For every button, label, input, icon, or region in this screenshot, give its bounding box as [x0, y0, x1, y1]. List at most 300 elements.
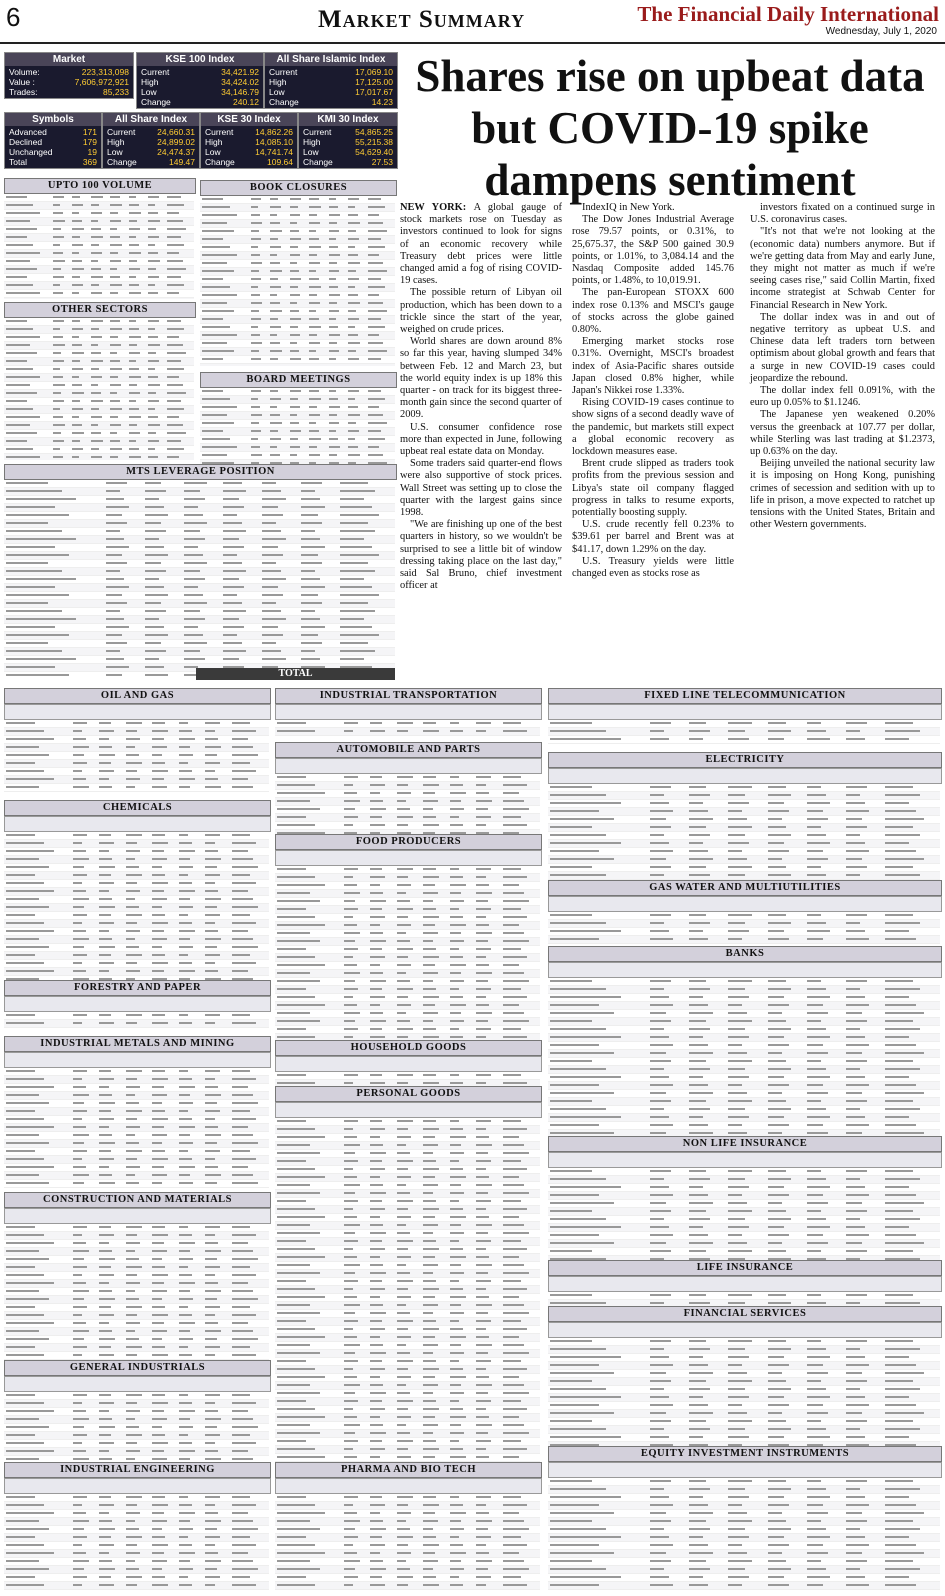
- table-row: [275, 1134, 540, 1142]
- table-row: [4, 1320, 269, 1328]
- other-sectors-title: OTHER SECTORS: [4, 302, 196, 318]
- table-row: [548, 864, 940, 872]
- table-row: [548, 1558, 940, 1566]
- table-row: [275, 790, 540, 798]
- table-row: [548, 1574, 940, 1582]
- table-row: [4, 912, 269, 920]
- table-row: [4, 1224, 269, 1232]
- table-row: [275, 1566, 540, 1574]
- table-row: [275, 1142, 540, 1150]
- table-row: [4, 960, 269, 968]
- article-paragraph: "It's not that we're not looking at the (economic data) numbers anymore. But if we're getting data from May and early June, they might not matter as much if we're seeing cases rise," said Collin Martin, fixed income strategist at Schwab Center for Financial Research in New York.: [750, 226, 935, 311]
- table-row: [4, 210, 194, 218]
- table-row: [275, 1190, 540, 1198]
- sector-title: INDUSTRIAL TRANSPORTATION: [275, 688, 542, 704]
- table-row: [275, 874, 540, 882]
- article-paragraph: The possible return of Libyan oil production, which has been down to a trickle since the start of the year, weighed on crude prices.: [400, 287, 562, 336]
- table-row: [548, 1168, 940, 1176]
- table-row: [4, 446, 194, 454]
- table-row: [4, 488, 395, 496]
- sector-column-header: [4, 816, 271, 832]
- index-row: Low 17,017.67: [269, 87, 393, 97]
- sector-column-header: [548, 768, 942, 784]
- table-row: [4, 398, 194, 406]
- table-row: [4, 350, 194, 358]
- table-row: [4, 1558, 269, 1566]
- table-row: [548, 1122, 940, 1130]
- index-row: Change 240.12: [141, 97, 259, 107]
- table-row: [4, 744, 269, 752]
- book-closures-title: BOOK CLOSURES: [200, 180, 397, 196]
- upto-100-volume-title: UPTO 100 VOLUME: [4, 178, 196, 194]
- table-row: [4, 904, 269, 912]
- book-closures-table: [200, 196, 395, 366]
- index-row: Change 27.53: [303, 157, 393, 167]
- table-row: [548, 840, 940, 848]
- sector-column-header: [4, 1376, 271, 1392]
- index-box: [136, 52, 264, 109]
- table-row: [548, 978, 940, 986]
- table-row: [4, 536, 395, 544]
- table-row: [275, 1214, 540, 1222]
- index-box: [102, 112, 200, 169]
- table-row: [548, 1114, 940, 1122]
- table-row: [4, 592, 395, 600]
- table-row: [275, 782, 540, 790]
- dateline: NEW YORK:: [400, 202, 474, 213]
- article-col-2: [572, 202, 734, 580]
- index-row: Current 17,069.10: [269, 67, 393, 77]
- table-row: [548, 1248, 940, 1256]
- table-row: [275, 1582, 540, 1590]
- table-row: [4, 1574, 269, 1582]
- table-row: [548, 1106, 940, 1114]
- table-row: [548, 816, 940, 824]
- table-row: [275, 1414, 540, 1422]
- table-row: [548, 848, 940, 856]
- article-paragraph: investors fixated on a continued surge in U.S. coronavirus cases.: [750, 202, 935, 226]
- table-row: [275, 1406, 540, 1414]
- table-row: [4, 880, 269, 888]
- table-row: [275, 1018, 540, 1026]
- table-row: [200, 260, 395, 268]
- table-row: [548, 1478, 940, 1486]
- table-row: [548, 728, 940, 736]
- index-row: Low 14,741.74: [205, 147, 293, 157]
- article-paragraph: Some traders said quarter-end flows were also supportive of stock prices. Wall Street was setting up to close the quarter with the largest gains since 1998.: [400, 458, 562, 519]
- table-row: [548, 1176, 940, 1184]
- table-row: [275, 1574, 540, 1582]
- sector-table: [4, 832, 269, 1002]
- table-row: [4, 1502, 269, 1510]
- table-row: [4, 1148, 269, 1156]
- table-row: [548, 1410, 940, 1418]
- table-row: [4, 1092, 269, 1100]
- table-row: [200, 420, 395, 428]
- table-row: [548, 1090, 940, 1098]
- table-row: [4, 1280, 269, 1288]
- table-row: [4, 856, 269, 864]
- table-row: [275, 1366, 540, 1374]
- table-row: [4, 952, 269, 960]
- table-row: [548, 912, 940, 920]
- table-row: [4, 438, 194, 446]
- table-row: [275, 1430, 540, 1438]
- index-row: High 34,424.02: [141, 77, 259, 87]
- table-row: [548, 1494, 940, 1502]
- sector-title: FORESTRY AND PAPER: [4, 980, 271, 996]
- article-paragraph: The Japanese yen weakened 0.20% versus the greenback at 107.77 per dollar, while Sterling was last trading at $1.2373, up 0.63% on the day.: [750, 409, 935, 458]
- table-row: [275, 1510, 540, 1518]
- table-row: [275, 798, 540, 806]
- table-row: [548, 856, 940, 864]
- table-row: [548, 986, 940, 994]
- table-row: [4, 600, 395, 608]
- index-row: Change 149.47: [107, 157, 195, 167]
- table-row: [275, 946, 540, 954]
- sector-table: [4, 1012, 269, 1034]
- table-row: [4, 616, 395, 624]
- sector-table: [548, 1478, 940, 1596]
- table-row: [4, 768, 269, 776]
- table-row: [275, 890, 540, 898]
- table-row: [4, 1296, 269, 1304]
- table-row: [275, 954, 540, 962]
- table-row: [200, 276, 395, 284]
- table-row: [4, 1020, 269, 1028]
- table-row: [275, 970, 540, 978]
- sector-title: EQUITY INVESTMENT INSTRUMENTS: [548, 1446, 942, 1462]
- table-row: [275, 1374, 540, 1382]
- table-row: [548, 1362, 940, 1370]
- table-row: [4, 234, 194, 242]
- table-row: [4, 944, 269, 952]
- table-row: [548, 1394, 940, 1402]
- table-row: [548, 1510, 940, 1518]
- sector-table: [4, 720, 269, 798]
- table-row: [200, 388, 395, 396]
- table-row: [275, 1246, 540, 1254]
- index-box: [298, 112, 398, 169]
- table-row: [4, 218, 194, 226]
- table-row: [4, 390, 194, 398]
- table-row: [548, 1518, 940, 1526]
- sector-title: HOUSEHOLD GOODS: [275, 1040, 542, 1056]
- table-row: [4, 366, 194, 374]
- table-row: [548, 1370, 940, 1378]
- index-row: Total 369: [9, 157, 97, 167]
- table-row: [200, 412, 395, 420]
- table-row: [275, 938, 540, 946]
- index-box-title: Symbols: [5, 113, 101, 126]
- table-row: [275, 1334, 540, 1342]
- table-row: [275, 822, 540, 830]
- table-row: [4, 1304, 269, 1312]
- sector-title: ELECTRICITY: [548, 752, 942, 768]
- sector-title: OIL AND GAS: [4, 688, 271, 704]
- table-row: [548, 1192, 940, 1200]
- table-row: [200, 212, 395, 220]
- table-row: [4, 274, 194, 282]
- table-row: [4, 318, 194, 326]
- table-row: [4, 1084, 269, 1092]
- table-row: [548, 1418, 940, 1426]
- table-row: [4, 430, 194, 438]
- table-row: [4, 760, 269, 768]
- table-row: [275, 1318, 540, 1326]
- table-row: [4, 496, 395, 504]
- index-row: Trades: 85,233: [9, 87, 129, 97]
- table-row: [200, 196, 395, 204]
- table-row: [4, 632, 395, 640]
- table-row: [275, 814, 540, 822]
- table-row: [4, 936, 269, 944]
- table-row: [4, 720, 269, 728]
- table-row: [200, 444, 395, 452]
- index-row: Current 14,862.26: [205, 127, 293, 137]
- table-row: [548, 720, 940, 728]
- table-row: [4, 1534, 269, 1542]
- table-row: [4, 1448, 269, 1456]
- table-row: [4, 258, 194, 266]
- table-row: [4, 342, 194, 350]
- index-row: Current 24,660.31: [107, 127, 195, 137]
- table-row: [548, 928, 940, 936]
- table-row: [548, 1338, 940, 1346]
- table-row: [548, 1566, 940, 1574]
- table-row: [200, 340, 395, 348]
- table-row: [4, 648, 395, 656]
- table-row: [548, 1542, 940, 1550]
- table-row: [275, 1534, 540, 1542]
- table-row: [4, 1510, 269, 1518]
- table-row: [548, 1434, 940, 1442]
- table-row: [275, 1206, 540, 1214]
- table-row: [275, 1358, 540, 1366]
- sector-column-header: [275, 1102, 542, 1118]
- table-row: [275, 1438, 540, 1446]
- table-row: [4, 1012, 269, 1020]
- sector-title: CHEMICALS: [4, 800, 271, 816]
- index-box-title: Market: [5, 53, 133, 66]
- sector-table: [4, 1494, 269, 1594]
- table-row: [275, 1382, 540, 1390]
- mts-total-row: TOTAL: [196, 668, 395, 680]
- board-meetings-table: [200, 388, 395, 468]
- index-box-title: All Share Islamic Index: [265, 53, 397, 66]
- page-header: [0, 0, 945, 44]
- index-row: High 17,125.00: [269, 77, 393, 87]
- table-row: [275, 962, 540, 970]
- table-row: [275, 1150, 540, 1158]
- sector-column-header: [275, 1478, 542, 1494]
- table-row: [4, 888, 269, 896]
- sector-title: INDUSTRIAL ENGINEERING: [4, 1462, 271, 1478]
- sector-title: PHARMA AND BIO TECH: [275, 1462, 542, 1478]
- table-row: [275, 1010, 540, 1018]
- table-row: [548, 1208, 940, 1216]
- sector-title: GAS WATER AND MULTIUTILITIES: [548, 880, 942, 896]
- index-row: Low 34,146.79: [141, 87, 259, 97]
- table-row: [4, 640, 395, 648]
- table-row: [4, 290, 194, 298]
- index-row: Low 24,474.37: [107, 147, 195, 157]
- table-row: [200, 228, 395, 236]
- table-row: [275, 1174, 540, 1182]
- table-row: [548, 784, 940, 792]
- sector-title: PERSONAL GOODS: [275, 1086, 542, 1102]
- table-row: [4, 504, 395, 512]
- table-row: [275, 1158, 540, 1166]
- table-row: [275, 1286, 540, 1294]
- table-row: [4, 832, 269, 840]
- table-row: [4, 334, 194, 342]
- section-title: Market Summary: [318, 6, 526, 33]
- table-row: [4, 226, 194, 234]
- headline: Shares rise on upbeat data but COVID-19 spike dampens sentiment: [415, 51, 925, 205]
- table-row: [4, 266, 194, 274]
- table-row: [275, 922, 540, 930]
- article-col-1: [400, 202, 562, 593]
- article-paragraph: Beijing unveiled the national security law it is imposing on Hong Kong, punishing crimes of secession and sedition with up to life in prison, a move expected to ratchet up tensions with the United States, Britain and other Western governments.: [750, 458, 935, 531]
- table-row: [4, 414, 194, 422]
- sector-column-header: [548, 704, 942, 720]
- table-row: [4, 1108, 269, 1116]
- table-row: [200, 396, 395, 404]
- table-row: [275, 1390, 540, 1398]
- table-row: [4, 1416, 269, 1424]
- sector-table: [548, 978, 940, 1158]
- sector-column-header: [4, 704, 271, 720]
- table-row: [548, 1098, 940, 1106]
- article-paragraph: The dollar index fell 0.091%, with the euro up 0.05% to $1.1246.: [750, 385, 935, 409]
- table-row: [548, 1184, 940, 1192]
- table-row: [275, 994, 540, 1002]
- table-row: [200, 204, 395, 212]
- table-row: [4, 1140, 269, 1148]
- sector-title: BANKS: [548, 946, 942, 962]
- sector-title: AUTOMOBILE AND PARTS: [275, 742, 542, 758]
- table-row: [548, 736, 940, 744]
- table-row: [275, 1126, 540, 1134]
- sector-column-header: [275, 758, 542, 774]
- table-row: [4, 584, 395, 592]
- table-row: [548, 1534, 940, 1542]
- table-row: [548, 1232, 940, 1240]
- table-row: [275, 806, 540, 814]
- article-paragraph: U.S. crude recently fell 0.23% to $39.61 per barrel and Brent was at $41.17, down 1.29% on the day.: [572, 519, 734, 555]
- table-row: [548, 1026, 940, 1034]
- table-row: [4, 520, 395, 528]
- table-row: [200, 252, 395, 260]
- sector-table: [275, 866, 540, 1062]
- table-row: [200, 268, 395, 276]
- table-row: [200, 436, 395, 444]
- table-row: [4, 864, 269, 872]
- table-row: [548, 1502, 940, 1510]
- table-row: [275, 1072, 540, 1080]
- table-row: [275, 1494, 540, 1502]
- table-row: [275, 1326, 540, 1334]
- table-row: [4, 608, 395, 616]
- table-row: [275, 1310, 540, 1318]
- table-row: [548, 1402, 940, 1410]
- table-row: [4, 1550, 269, 1558]
- sector-column-header: [4, 1052, 271, 1068]
- sector-title: FOOD PRODUCERS: [275, 834, 542, 850]
- issue-date: Wednesday, July 1, 2020: [825, 26, 937, 37]
- table-row: [4, 1432, 269, 1440]
- table-row: [548, 1050, 940, 1058]
- table-row: [275, 1422, 540, 1430]
- index-row: Unchanged 19: [9, 147, 97, 157]
- table-row: [548, 1034, 940, 1042]
- table-row: [548, 1058, 940, 1066]
- sector-column-header: [548, 1322, 942, 1338]
- table-row: [4, 848, 269, 856]
- table-row: [4, 512, 395, 520]
- table-row: [200, 428, 395, 436]
- table-row: [275, 1446, 540, 1454]
- table-row: [275, 1026, 540, 1034]
- sector-column-header: [275, 704, 542, 720]
- table-row: [4, 326, 194, 334]
- table-row: [275, 978, 540, 986]
- table-row: [4, 282, 194, 290]
- index-row: Value : 7,606,972,921: [9, 77, 129, 87]
- table-row: [548, 1354, 940, 1362]
- table-row: [275, 774, 540, 782]
- table-row: [200, 300, 395, 308]
- table-row: [548, 1074, 940, 1082]
- table-row: [275, 1166, 540, 1174]
- table-row: [4, 560, 395, 568]
- article-paragraph: The dollar index was in and out of negative territory as upbeat U.S. and Chinese data left traders torn between optimism about global growth and fears that a surge in new COVID-19 cases could jeopardize the rebound.: [750, 311, 935, 384]
- table-row: [4, 1440, 269, 1448]
- table-row: [275, 1398, 540, 1406]
- table-row: [200, 332, 395, 340]
- table-row: [4, 1248, 269, 1256]
- table-row: [275, 1270, 540, 1278]
- table-row: [275, 1350, 540, 1358]
- table-row: [548, 1526, 940, 1534]
- table-row: [275, 1558, 540, 1566]
- table-row: [4, 374, 194, 382]
- table-row: [275, 1254, 540, 1262]
- table-row: [4, 1272, 269, 1280]
- table-row: [4, 1156, 269, 1164]
- sector-title: GENERAL INDUSTRIALS: [4, 1360, 271, 1376]
- table-row: [4, 202, 194, 210]
- table-row: [4, 968, 269, 976]
- index-box: [264, 52, 398, 109]
- sector-column-header: [548, 1462, 942, 1478]
- article-paragraph: Rising COVID-19 cases continue to show signs of a second deadly wave of the pandemic, but markets still expect a global economic recovery as lockdown measures ease.: [572, 397, 734, 458]
- article-paragraph: U.S. consumer confidence rose more than expected in June, following upbeat real estate data on Monday.: [400, 421, 562, 458]
- table-row: [275, 1238, 540, 1246]
- table-row: [4, 1566, 269, 1574]
- sector-title: LIFE INSURANCE: [548, 1260, 942, 1276]
- index-box-title: KMI 30 Index: [299, 113, 397, 126]
- table-row: [200, 244, 395, 252]
- table-row: [548, 936, 940, 944]
- table-row: [275, 1518, 540, 1526]
- table-row: [4, 624, 395, 632]
- table-row: [275, 1198, 540, 1206]
- table-row: [275, 1550, 540, 1558]
- table-row: [4, 568, 395, 576]
- article-paragraph: World shares are down around 8% so far this year, having slumped 34% between Feb. 12 and March 23, but the world equity index is up 18% this quarter - on track for its biggest three-month gain since the second quarter of 2009.: [400, 336, 562, 421]
